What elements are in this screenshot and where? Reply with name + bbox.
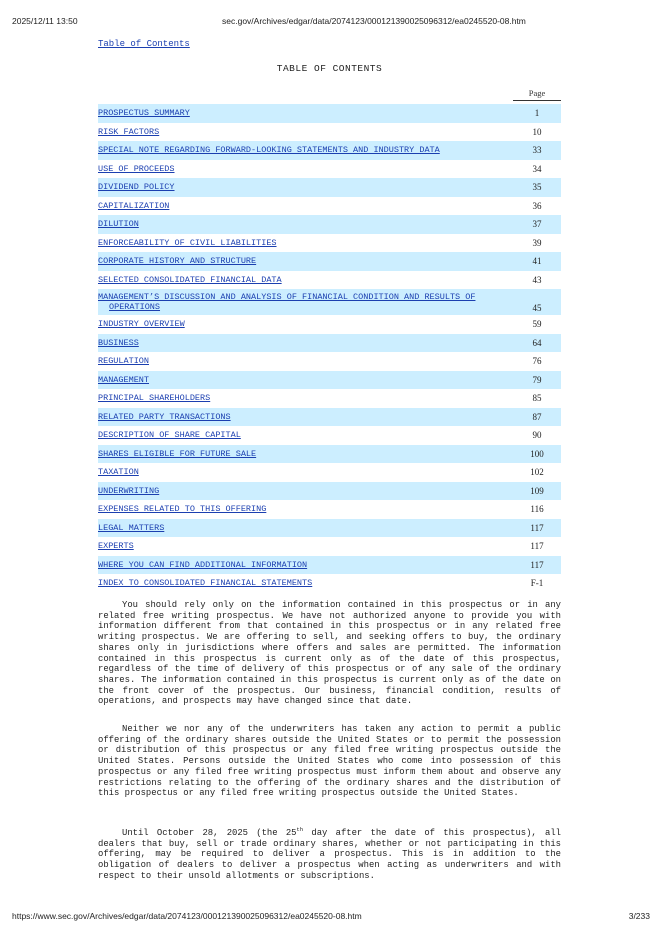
toc-link-mdna-line2: OPERATIONS <box>109 302 161 312</box>
toc-link-prospectus-summary[interactable]: PROSPECTUS SUMMARY <box>98 108 190 119</box>
toc-table <box>98 104 561 593</box>
toc-row <box>98 556 561 575</box>
toc-row <box>98 426 561 445</box>
toc-link-additional-information[interactable]: WHERE YOU CAN FIND ADDITIONAL INFORMATION <box>98 559 308 570</box>
toc-page-number: 59 <box>532 319 542 330</box>
toc-page-number: 79 <box>532 374 542 385</box>
toc-row <box>98 141 561 160</box>
toc-row <box>98 352 561 371</box>
toc-row <box>98 334 561 353</box>
toc-row <box>98 123 561 142</box>
toc-link-underwriting[interactable]: UNDERWRITING <box>98 485 160 496</box>
toc-link-selected-financial-data[interactable]: SELECTED CONSOLIDATED FINANCIAL DATA <box>98 274 282 285</box>
toc-page-number: F-1 <box>530 578 544 589</box>
toc-row <box>98 519 561 538</box>
toc-row <box>98 463 561 482</box>
toc-page-number: 39 <box>532 237 542 248</box>
toc-row <box>98 234 561 253</box>
paragraph-reliance: You should rely only on the information contained in this prospectus or in any related free writing prospectus. We have not authorized anyone to provide you with information different from that contained in this prospectus or in any related free writing prospectus. We are offering to sell, and seeking offers to buy, the ordinary shares only in jurisdictions where offers and sales are permitted. The information contained in this prospectus is current only as of the date of this prospectus, regardless of the time of delivery of this prospectus or of any sale of the ordinary shares. The information contained in this prospectus is current only as of the date on the front cover of the prospectus. Our business, financial condition, results of operations, and prospects may have changed since that date. <box>98 600 561 707</box>
toc-link-expenses[interactable]: EXPENSES RELATED TO THIS OFFERING <box>98 504 267 515</box>
toc-link-principal-shareholders[interactable]: PRINCIPAL SHAREHOLDERS <box>98 393 211 404</box>
paragraph-offering-restrictions: Neither we nor any of the underwriters has taken any action to permit a public offering of the ordinary shares outside the United States or to permit the possession or distribution of this prospectus or any filed free writing prospectus outside the United States. Persons outside the United States who come into possession of this prospectus or any filed free writing prospectus must inform them about and observe any restrictions relating to the offering of the ordinary shares and the distribution of this prospectus or any filed free writing prospectus outside the United States. <box>98 724 561 799</box>
toc-link-share-capital[interactable]: DESCRIPTION OF SHARE CAPITAL <box>98 430 241 441</box>
toc-row <box>98 537 561 556</box>
toc-page-number: 37 <box>532 219 542 230</box>
toc-page-number: 87 <box>532 411 542 422</box>
print-header-url: sec.gov/Archives/edgar/data/2074123/000121390025096312/ea0245520-08.htm <box>222 16 526 26</box>
toc-page-number: 117 <box>530 522 544 533</box>
toc-row <box>98 289 561 315</box>
toc-page-number: 109 <box>530 485 544 496</box>
toc-page-number: 35 <box>532 182 542 193</box>
toc-page-number: 45 <box>532 303 542 313</box>
toc-row <box>98 574 561 593</box>
toc-row <box>98 371 561 390</box>
page-column-header: Page <box>513 88 561 101</box>
paragraph-dealer-text-a: Until October 28, 2025 (the 25 <box>122 827 297 838</box>
toc-page-number: 100 <box>530 448 544 459</box>
toc-link-dilution[interactable]: DILUTION <box>98 219 139 230</box>
toc-row <box>98 445 561 464</box>
toc-title: TABLE OF CONTENTS <box>276 63 383 74</box>
toc-row <box>98 160 561 179</box>
toc-row <box>98 389 561 408</box>
toc-link-related-party[interactable]: RELATED PARTY TRANSACTIONS <box>98 411 231 422</box>
toc-link-management[interactable]: MANAGEMENT <box>98 374 150 385</box>
toc-link-legal-matters[interactable]: LEGAL MATTERS <box>98 522 165 533</box>
toc-row <box>98 178 561 197</box>
toc-page-number: 36 <box>532 200 542 211</box>
toc-row <box>98 500 561 519</box>
toc-link-mdna-line1: MANAGEMENT’S DISCUSSION AND ANALYSIS OF FINANCIAL CONDITION AND RESULTS OF <box>98 292 476 302</box>
toc-row <box>98 408 561 427</box>
toc-page-number: 76 <box>532 356 542 367</box>
toc-link-taxation[interactable]: TAXATION <box>98 467 139 478</box>
toc-link-enforceability[interactable]: ENFORCEABILITY OF CIVIL LIABILITIES <box>98 237 277 248</box>
toc-page-number: 117 <box>530 541 544 552</box>
toc-page-number: 43 <box>532 274 542 285</box>
toc-page-number: 90 <box>532 430 542 441</box>
toc-link-business[interactable]: BUSINESS <box>98 337 139 348</box>
print-datetime: 2025/12/11 13:50 <box>12 16 78 26</box>
toc-row <box>98 104 561 123</box>
toc-page-number: 10 <box>532 126 542 137</box>
toc-link-future-sale[interactable]: SHARES ELIGIBLE FOR FUTURE SALE <box>98 448 257 459</box>
toc-link-use-of-proceeds[interactable]: USE OF PROCEEDS <box>98 163 175 174</box>
toc-link-experts[interactable]: EXPERTS <box>98 541 134 552</box>
toc-row <box>98 252 561 271</box>
toc-link-risk-factors[interactable]: RISK FACTORS <box>98 126 160 137</box>
toc-link-industry-overview[interactable]: INDUSTRY OVERVIEW <box>98 319 185 330</box>
toc-page-number: 34 <box>532 163 542 174</box>
toc-page-number: 116 <box>530 504 544 515</box>
toc-link-dividend-policy[interactable]: DIVIDEND POLICY <box>98 182 175 193</box>
print-page-counter: 3/233 <box>628 911 650 921</box>
print-footer-url: https://www.sec.gov/Archives/edgar/data/2074123/000121390025096312/ea0245520-08.htm <box>12 911 362 921</box>
toc-page-number: 1 <box>534 108 540 119</box>
toc-link-capitalization[interactable]: CAPITALIZATION <box>98 200 170 211</box>
toc-row <box>98 271 561 290</box>
toc-link-forward-looking[interactable]: SPECIAL NOTE REGARDING FORWARD-LOOKING STATEMENTS AND INDUSTRY DATA <box>98 145 440 156</box>
toc-link-regulation[interactable]: REGULATION <box>98 356 150 367</box>
toc-page-number: 102 <box>530 467 544 478</box>
table-of-contents-link[interactable]: Table of Contents <box>98 39 190 49</box>
toc-page-number: 64 <box>532 337 542 348</box>
toc-page-number: 117 <box>530 559 544 570</box>
toc-link-mdna[interactable] <box>98 292 513 312</box>
toc-page-number: 41 <box>532 256 542 267</box>
toc-row <box>98 197 561 216</box>
toc-row <box>98 315 561 334</box>
toc-link-corporate-history[interactable]: CORPORATE HISTORY AND STRUCTURE <box>98 256 257 267</box>
toc-row <box>98 215 561 234</box>
toc-link-financial-statements-index[interactable]: INDEX TO CONSOLIDATED FINANCIAL STATEMENTS <box>98 578 313 589</box>
toc-page-number: 33 <box>532 145 542 156</box>
toc-row <box>98 482 561 501</box>
paragraph-dealer-prospectus <box>98 825 561 881</box>
ordinal-superscript: th <box>296 826 304 833</box>
toc-page-number: 85 <box>532 393 542 404</box>
paragraph-dealer-text-b: day after the date of this prospectus), all dealers that buy, sell or trade ordinary shares, whether or not participating in this offering, may be required to deliver a prospectus. This is in addition to the obligation of dealers to deliver a prospectus when acting as underwriters and with respect to their unsold allotments or subscriptions. <box>98 827 561 881</box>
